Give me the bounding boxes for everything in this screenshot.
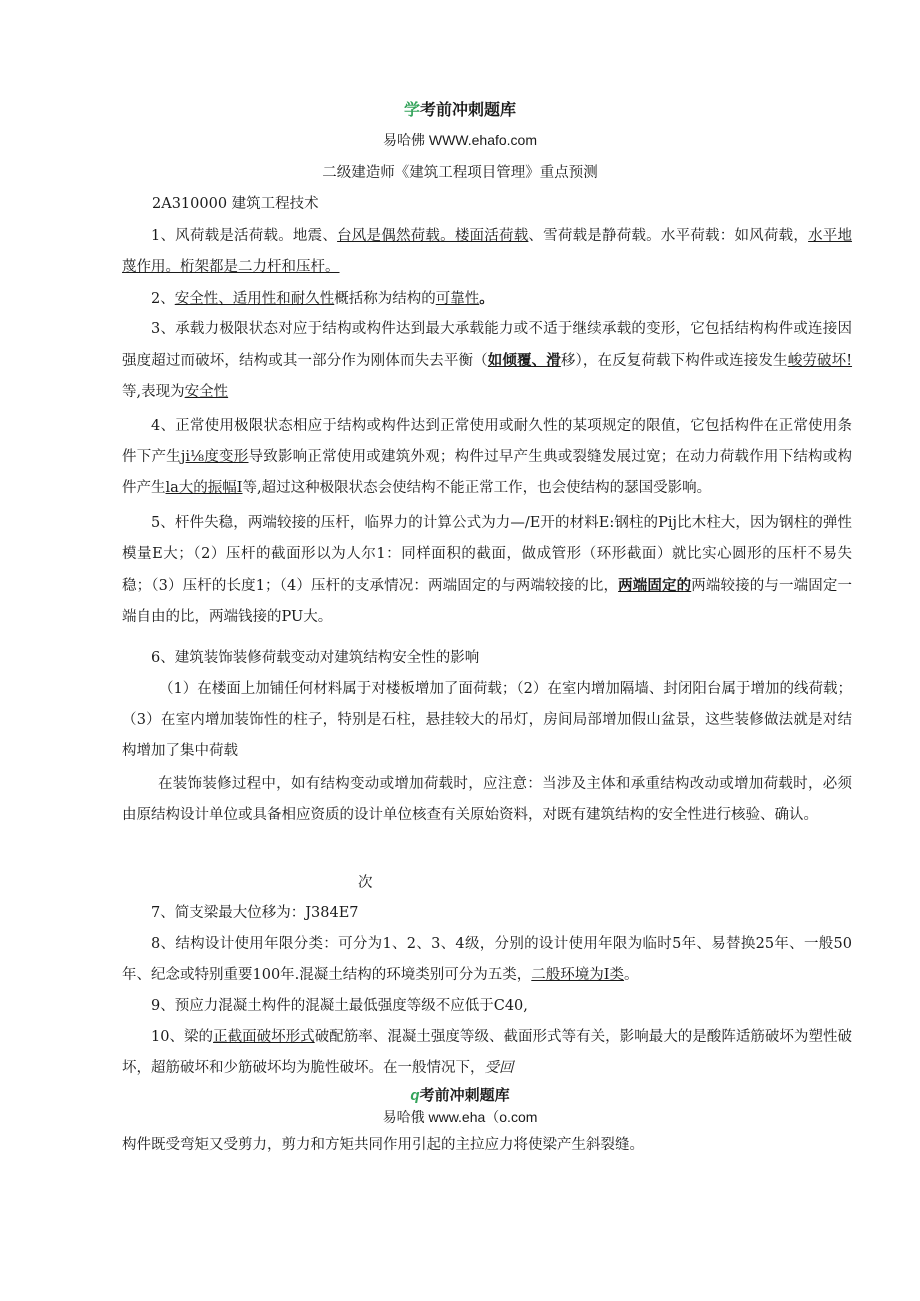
- paragraph-3: [122, 314, 852, 408]
- header-title: [0, 97, 920, 120]
- p2-underline-2: 可靠性: [435, 291, 480, 307]
- p1-text-b: 、雪荷载是静荷载。水平荷载：如风荷载，: [528, 228, 809, 244]
- header-title-text: 考前冲刺题库: [420, 100, 517, 119]
- p3-underline-2: 峻劳破坏!: [787, 353, 853, 369]
- p12-italic: 受回: [484, 1060, 514, 1076]
- p10-underline-1: 二般环境为I类: [531, 967, 625, 983]
- footer-title-text: 考前冲刺题库: [419, 1087, 510, 1104]
- p12-underline-1: 正截面破坏形式: [213, 1029, 315, 1045]
- p5-underline-1: 两端固定的: [618, 577, 692, 594]
- p3-underline-3: 安全性: [184, 384, 229, 400]
- paragraph-1: [122, 221, 852, 283]
- paragraph-11: 9、预应力混凝土构件的混凝土最低强度等级不应低于C40,: [151, 998, 528, 1014]
- p10-text-b: 。: [624, 967, 639, 983]
- p4-text-b: 导致影响正常使用或建筑外观；构件过早产生典或裂缝发展过宽；在动力荷载作用下结构或构件产生: [122, 449, 853, 496]
- footer-site: 易哈俄 www.eha（o.com: [382, 1109, 538, 1125]
- paragraph-9: 7、简支梁最大位移为：J384E7: [151, 905, 359, 921]
- p2-text-c: 。: [479, 290, 494, 307]
- paragraph-2: [122, 283, 852, 315]
- footer-accent-char: q: [410, 1087, 420, 1104]
- p2-text-b: 概括称为结构的: [334, 291, 436, 307]
- p3-text-a: 3、承载力极限状态对应于结构或构件达到最大承载能力或不适于继续承载的变形，它包括结构构件或连接因强度超过而破坏，结构或其一部分作为刚体而失去平衡（: [122, 321, 852, 369]
- paragraph-7: （1）在楼面上加铺任何材料属于对楼板增加了面荷载；（2）在室内增加隔墙、封闭阳台属于增加的线荷载；（3）在室内增加装饰性的柱子，特别是石柱，悬挂较大的吊灯，房间局部增加假山盆景，这些装修做法就是对结构增加了集中荷载: [122, 681, 852, 759]
- p5-text-b: 两端较接的与一端固定一端自由的比，两端钱接的PU大。: [122, 578, 852, 625]
- paragraph-10: [122, 929, 852, 991]
- paragraph-12: [122, 1022, 852, 1084]
- last-line: 构件既受弯矩又受剪力，剪力和方矩共同作用引起的主拉应力将使梁产生斜裂缝。: [122, 1137, 644, 1153]
- header-accent-char: 学: [403, 100, 420, 119]
- p4-text-a: 4、正常使用极限状态相应于结构或构件达到正常使用或耐久性的某项规定的限值，它包括构件在正常使用条件下产生: [122, 418, 852, 465]
- p12-text-b: 破配筋率、混凝土强度等级、截面形式等有关，影响最大的是酸阵适筋破坏为塑性破坏，超筋破坏和少筋破坏均为脆性破坏。在一般情况下，: [122, 1029, 853, 1076]
- footer-title: [0, 1084, 920, 1105]
- paragraph-6: 6、建筑装饰装修荷载变动对建筑结构安全性的影响: [151, 650, 480, 666]
- p2-text-a: 2、: [151, 291, 175, 307]
- section-code: 2A310000 建筑工程技术: [152, 196, 319, 212]
- p12-text-a: 10、梁的: [151, 1029, 214, 1045]
- paragraph-4: [122, 411, 852, 504]
- p1-text-a: 1、风荷载是活荷载。地震、: [151, 228, 338, 244]
- paragraph-8: 在装饰装修过程中，如有结构变动或增加荷载时，应注意：当涉及主体和承重结构改动或增加荷载时，必须由原结构设计单位或具备相应资质的设计单位核查有关原始资料，对既有建筑结构的安全性进行核验、确认。: [122, 776, 852, 823]
- p4-underline-1: ji⅛度变形: [180, 449, 249, 465]
- header-site: 易哈佛 WWW.ehafo.com: [382, 132, 538, 148]
- p4-text-c: 等,超过这种极限状态会使结构不能正常工作，也会使结构的瑟国受影响。: [242, 480, 712, 496]
- p3-underline-1: 如倾覆、滑: [487, 352, 561, 369]
- p3-text-b: 移），在反复荷载下构件或连接发生: [560, 353, 788, 369]
- p1-underline-1: 台风是偶然荷载。楼面活荷载: [337, 228, 529, 244]
- p2-underline-1: 安全性、适用性和耐久性: [174, 291, 335, 307]
- p10-text-a: 8、结构设计使用年限分类：可分为1、2、3、4级，分别的设计使用年限为临时5年、易替换25年、一般50年、纪念或特别重要100年.混凝土结构的环境类别可分为五类，: [122, 936, 852, 983]
- paragraph-5: [122, 508, 852, 633]
- stray-character: 次: [358, 875, 373, 891]
- p3-text-c: 等,表现为: [122, 384, 185, 400]
- p4-underline-2: la大的振幅I: [165, 480, 243, 496]
- p5-text-a: 5、杆件失稳，两端较接的压杆，临界力的计算公式为力—/E开的材料E:钢柱的Pij比木柱大，因为钢柱的弹性模量E大；（2）压杆的截面形以为人尔1：同样面积的截面，做成管形（环形截面）就比实心圆形的压杆不易失稳；（3）压杆的长度1；（4）压杆的支承情况：两端固定的与两端较接的比，: [122, 515, 852, 594]
- document-title: 二级建造师《建筑工程项目管理》重点预测: [322, 165, 598, 181]
- p1-underline-2: 水平地蔑作用。桁架都是二力杆和压杆。: [122, 228, 853, 275]
